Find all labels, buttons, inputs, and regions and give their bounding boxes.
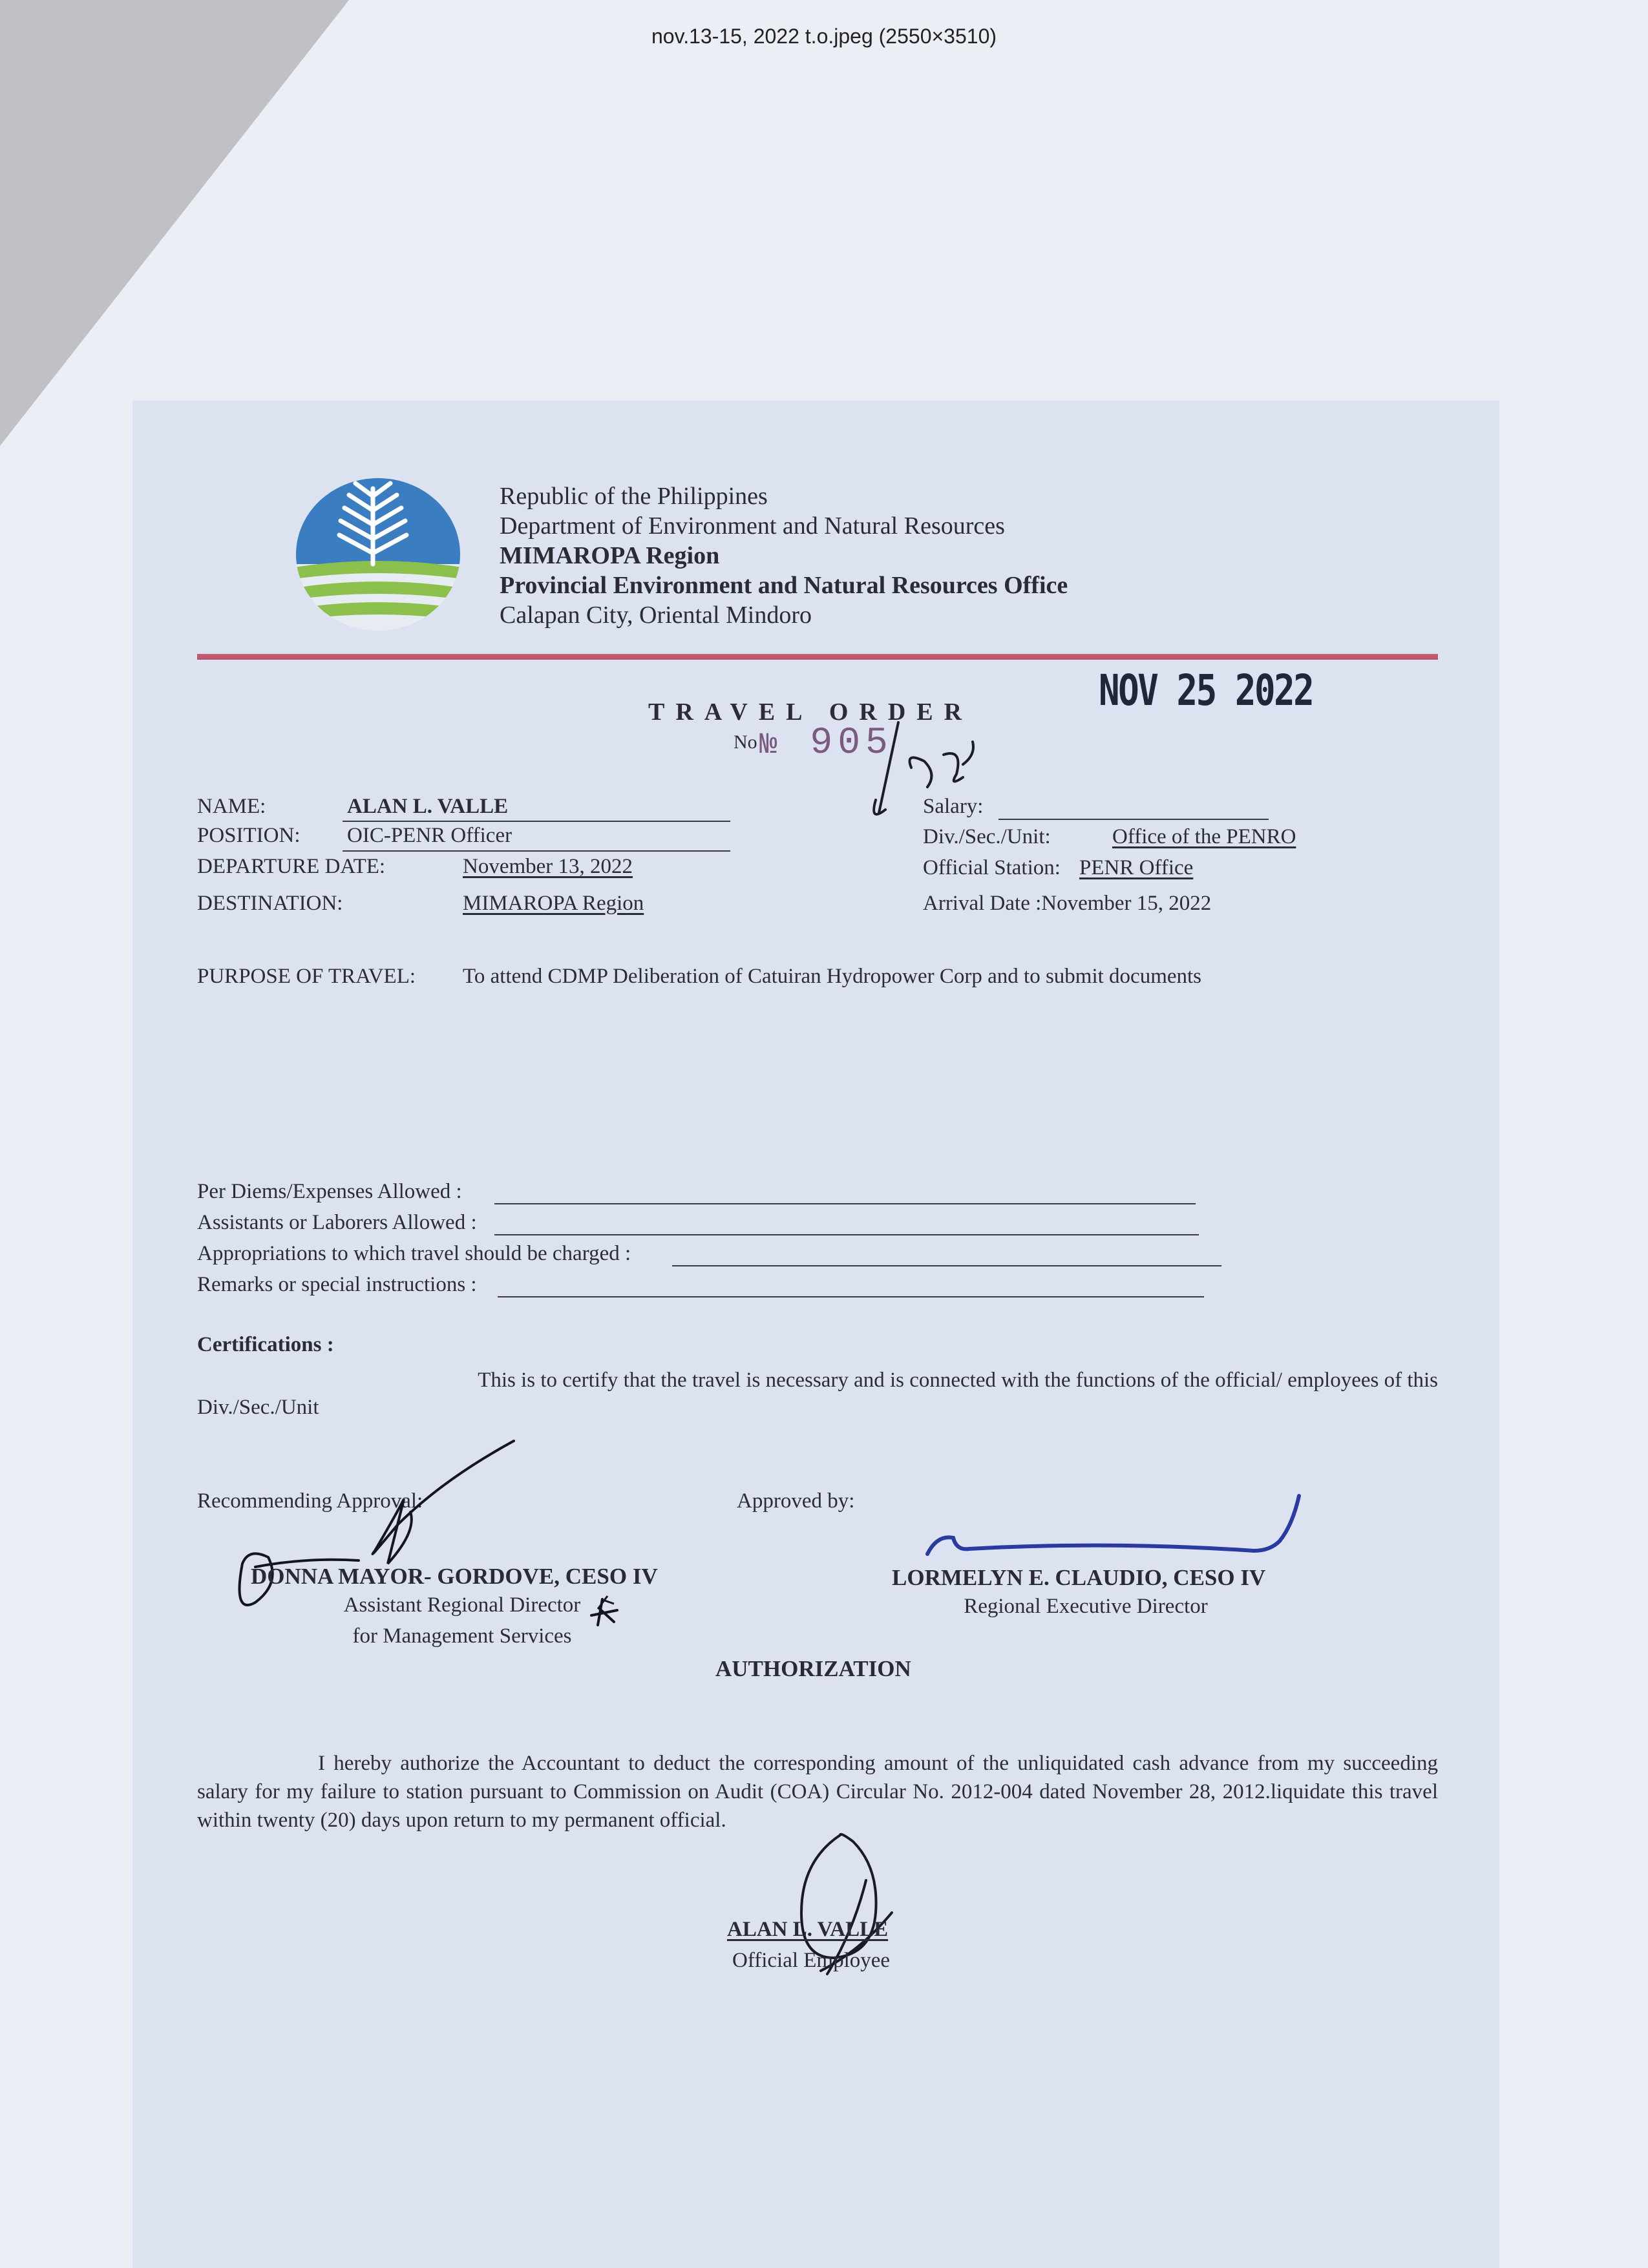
departure-label: DEPARTURE DATE: (197, 855, 386, 878)
recommending-approval-label: Recommending Approval: (197, 1489, 423, 1513)
departure-value: November 13, 2022 (463, 855, 633, 878)
recommender-unit: for Management Services (352, 1624, 572, 1648)
purpose-value: To attend CDMP Deliberation of Catuiran Hydropower Corp and to submit documents (463, 965, 1202, 988)
recommender-title: Assistant Regional Director (343, 1593, 581, 1617)
position-rule (343, 850, 730, 852)
destination-value: MIMAROPA Region (463, 892, 644, 915)
denr-logo-icon (294, 477, 462, 632)
official-station-value: PENR Office (1079, 856, 1194, 879)
header-department: Department of Environment and Natural Resources (500, 512, 1005, 540)
received-date-stamp: NOV 25 2022 (1099, 666, 1313, 715)
approved-by-label: Approved by: (737, 1489, 855, 1513)
certification-unit: Div./Sec./Unit (197, 1396, 319, 1419)
order-number: 905 (810, 722, 893, 764)
document-title: TRAVEL ORDER (648, 698, 973, 726)
remarks-label: Remarks or special instructions : (197, 1273, 477, 1296)
approver-title: Regional Executive Director (964, 1595, 1208, 1618)
employee-name: ALAN L. VALLE (727, 1918, 889, 1941)
official-station-label: Official Station: (923, 856, 1061, 879)
header-rule (197, 654, 1438, 660)
remarks-rule (498, 1296, 1204, 1297)
per-diems-label: Per Diems/Expenses Allowed : (197, 1180, 462, 1203)
position-value: OIC-PENR Officer (347, 824, 512, 847)
header-region: MIMAROPA Region (500, 542, 720, 569)
divsec-value: Office of the PENRO (1112, 825, 1296, 848)
salary-rule (998, 819, 1269, 820)
destination-label: DESTINATION: (197, 892, 343, 915)
number-label: No (734, 731, 757, 753)
position-label: POSITION: (197, 824, 301, 847)
approver-name: LORMELYN E. CLAUDIO, CESO IV (892, 1565, 1266, 1590)
purpose-label: PURPOSE OF TRAVEL: (197, 965, 416, 988)
number-mark: № (759, 728, 783, 762)
certification-text: This is to certify that the travel is necessary and is connected with the functions of the official/ employees of this (478, 1369, 1438, 1392)
page-corner-shadow (0, 0, 349, 446)
per-diems-rule (494, 1203, 1196, 1204)
arrival-label-text: Arrival Date : (923, 892, 1042, 915)
certifications-heading: Certifications : (197, 1333, 334, 1356)
name-rule (343, 821, 730, 822)
header-city: Calapan City, Oriental Mindoro (500, 602, 812, 629)
authorization-text: I hereby authorize the Accountant to deduct the corresponding amount of the unliquidated cash advance from my succeeding salary for my failure to station pursuant to Commission on Audit (COA) Circular No. 2012-004 dated November 28, 2012.liquidate this travel within twenty (20) days upon return to my permanent official. (197, 1752, 1438, 1832)
authorization-heading: AUTHORIZATION (715, 1656, 911, 1681)
name-value: ALAN L. VALLE (347, 795, 509, 818)
appropriations-label: Appropriations to which travel should be charged : (197, 1242, 631, 1265)
viewer-title: nov.13-15, 2022 t.o.jpeg (2550×3510) (651, 25, 997, 48)
arrival-value: November 15, 2022 (1041, 892, 1212, 915)
recommender-name: DONNA MAYOR- GORDOVE, CESO IV (251, 1564, 658, 1589)
name-label: NAME: (197, 795, 266, 818)
arrival-label (923, 892, 1211, 916)
letterhead (500, 481, 1068, 630)
divsec-label: Div./Sec./Unit: (923, 825, 1051, 848)
approver-signature (918, 1489, 1305, 1567)
assistants-rule (494, 1234, 1199, 1235)
salary-label: Salary: (923, 795, 984, 818)
assistants-label: Assistants or Laborers Allowed : (197, 1211, 477, 1234)
header-office: Provincial Environment and Natural Resources Office (500, 572, 1068, 599)
employee-title: Official Employee (732, 1949, 891, 1972)
appropriations-rule (672, 1265, 1221, 1266)
header-republic: Republic of the Philippines (500, 483, 768, 510)
